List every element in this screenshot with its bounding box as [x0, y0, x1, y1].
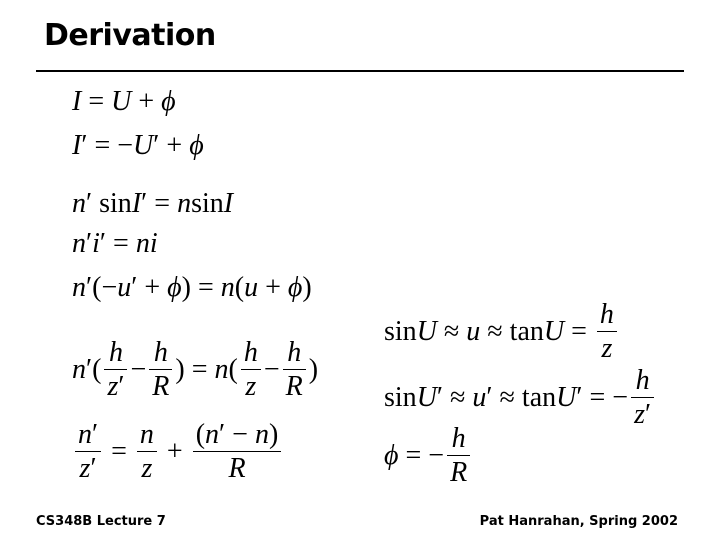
footer-author: Pat Hanrahan, Spring 2002 [479, 514, 678, 529]
equation-6: n ′( $\frac{h}{z'}$ − $\frac{h}{R}$ ) = n ( $\frac{h}{z}$ − $\frac{h}{R}$ ) [72, 337, 319, 403]
slide-title: Derivation [44, 18, 216, 53]
title-underline [36, 70, 684, 72]
equation-9: sin U ′ ≈ u ′ ≈ tan U ′ = − $\frac{h}{z'}$ [384, 366, 657, 430]
equation-10: ϕ = − $\frac{h}{R}$ [384, 424, 473, 488]
equation-2: I ′ = − U ′ + ϕ [72, 130, 204, 161]
equation-5: n ′(− u ′ + ϕ ) = n ( u + ϕ ) [72, 272, 312, 303]
footer-lecture: CS348B Lecture 7 [36, 514, 166, 529]
equation-1: I = U + ϕ [72, 86, 176, 117]
equation-3: n ′ sin I ′ = n sin I [72, 188, 234, 219]
equation-8: sin U ≈ u ≈ tan U = $\frac{h}{z}$ [384, 300, 620, 364]
equation-4: n ′ i ′ = ni [72, 228, 158, 259]
equation-7: $\frac{n'}{z'}$ = $\frac{n}{z}$ + $\frac{(n' - n)}{R}$ [72, 420, 284, 484]
